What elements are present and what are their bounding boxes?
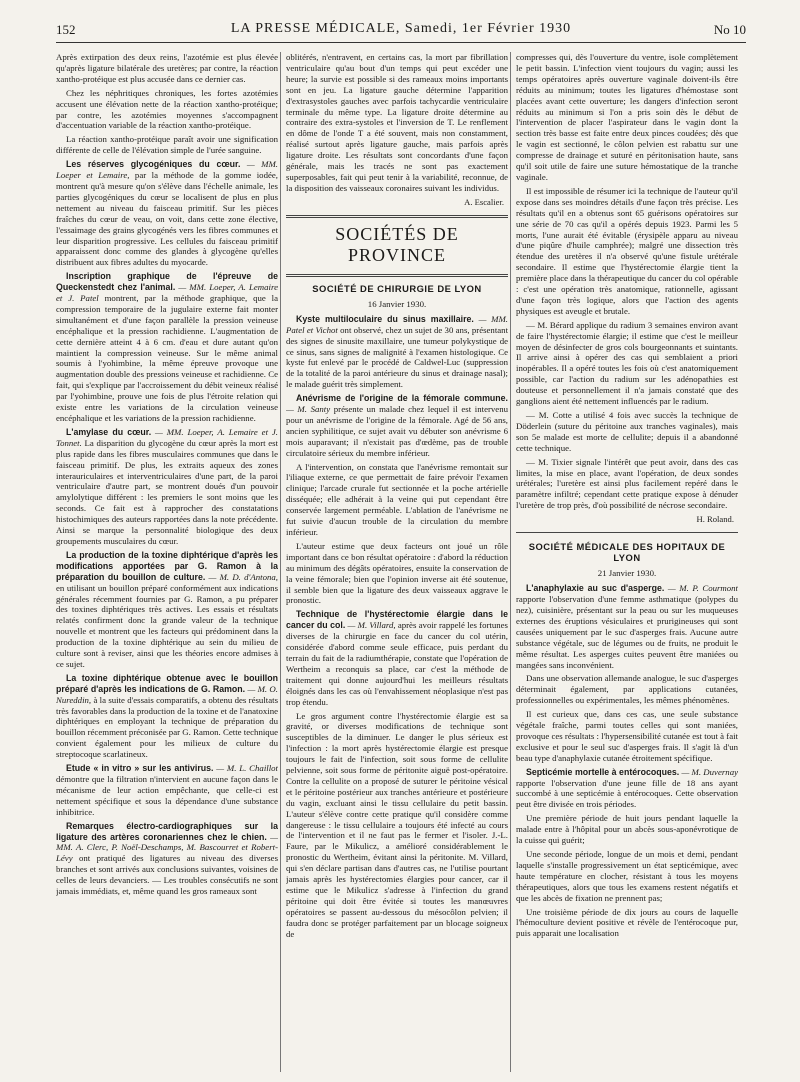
article-authors: — MM. Loeper et Lemaire,	[56, 159, 278, 181]
article	[516, 583, 738, 670]
article-text: ont pratiqué des ligatures au niveau des diverses branches et sont arrivés aux conclusions suivantes, voisines de celles de leurs devanciers. — Les troubles consécutifs ne sont jamais immédiats, et, même quand les gros rameaux sont	[56, 853, 278, 897]
article-authors: — MM. A. Clerc, P. Noël-Deschamps, M. Bascourret et Robert-Lévy	[56, 831, 278, 864]
article-heading: Inscription graphique de l'épreuve de Queckenstedt chez l'animal.	[56, 271, 278, 293]
paragraph: Chez les néphritiques chroniques, les fortes azotémies accusent une élévation nette de la réaction xantho-protéique; par contre, les azotémies moyennes s'accompagnent d'accentuation variable de la réaction xantho-protéique.	[56, 87, 278, 131]
signature: A. Escalier.	[464, 196, 504, 207]
paragraph: Une première période de huit jours pendant laquelle la malade entre à l'hôpital pour un abcès sous-aponévrotique de la cuisse qui guérit;	[516, 813, 738, 846]
article	[56, 821, 278, 897]
article-heading: Les réserves glycogéniques du cœur.	[66, 159, 241, 170]
journal-title: LA PRESSE MÉDICALE, Samedi, 1er Février 1930	[230, 21, 572, 36]
column-left	[56, 52, 278, 1077]
article	[56, 673, 278, 760]
paragraph: Dans une observation allemande analogue, le suc d'asperges déterminait également, par applications cutanées, professionnelles ou expérimentales, les mêmes phénomènes.	[516, 673, 738, 706]
column-middle	[286, 52, 508, 1077]
article-text: démontre que la filtration n'intervient en aucune façon dans le mécanisme de leur action empêchante, que celle-ci est nettement spécifique et sous la dépendance d'une substance inhibitrice.	[56, 774, 278, 817]
paragraph: Une troisième période de dix jours au cours de laquelle l'hémoculture devient positive et révèle de l'entérocoque pur, puis apparait une localisation	[516, 906, 738, 939]
article-text: après avoir rappelé les fortunes diverses de la chirurgie en face du cancer du col utérin, considérée d'abord comme seule efficace, puis perdant du terrain du fait de la radiumthérapie, constate que l'opération de Wertheim a reconquis sa place, car c'est la méthode de traitement qui donne aujourd'hui les meilleurs résultats éloignés dans les cas où l'envahissement néoplasique n'est pas trop étendu.	[286, 620, 508, 707]
article-text: par la méthode de la gomme iodée, montrent qu'à mesure qu'on s'élève dans l'échelle animale, les parties glycogéniques du cœur se localisent de plus en plus nettement au niveau du faisceau primitif. Sur les pièces fraîches du cœur de veau, on voit, dans cette zone élective, l'essaimage des grains glycogénés vers les fibres communes et leur disparition progressive. Les cellules du faisceau primitif apparaissent donc comme des glandes à glycogène qu'elles distribuent aux fibres adultes du myocarde.	[56, 170, 278, 268]
article	[286, 609, 508, 707]
article-authors: — M. D. d'Antona,	[208, 571, 278, 582]
article-text: rapporte l'observation d'une femme asthmatique (polypes du nez), cuisinière, présentant sur la peau ou sur les muqueuses externes des éruptions vésiculaires et prurigineuses qui sont causées uniquement par le suc d'asperges frais. Aucune autre substance végétale, suc de légumes ou de fruits, ne produit le même résultat. Les asperges cuites peuvent être maniées ou mangées sans inconvénient.	[516, 594, 738, 670]
session-date: 21 Janvier 1930.	[597, 568, 657, 579]
paragraph: A l'intervention, on constata que l'anévrisme remontait sur l'iliaque externe, ce que permettait de faire prévoir l'examen clinique; l'arcade crurale fut sectionnée et la poche artérielle disséquée; elle adhérait à la veine qui put cependant être conservée largement perméable. L'ablation de l'anévrisme ne fut suivie d'aucun trouble de la circulation du membre inférieur.	[286, 461, 508, 537]
article-heading: L'anaphylaxie au suc d'asperge.	[526, 583, 665, 594]
article-authors: — M. L. Chaillot	[216, 763, 278, 774]
column-right	[516, 52, 738, 1077]
issue-number: No 10	[713, 22, 746, 37]
article-text: en utilisant un bouillon préparé conformément aux indications générales récemment fournies par G. Ramon, a pu préparer des toxines diphtériques très actives. Les essais et résultats relatés confirment donc la grande valeur de la technique nouvelle et montrent que les facteurs qui prédominent dans la production de la toxine diphtérique au sein du milieu de culture sont à reviser, ainsi que les théories encore admises à ce sujet.	[56, 582, 278, 669]
article	[286, 314, 508, 390]
article-heading: L'amylase du cœur.	[66, 426, 152, 437]
article	[56, 159, 278, 268]
article-authors: — MM. Loeper, A. Lemaire et J. Tonnet.	[56, 426, 278, 448]
article-heading: Septicémie mortelle à entérocoques.	[526, 766, 680, 777]
session-date: 16 Janvier 1930.	[367, 298, 427, 309]
article-authors: — M. O. Nureddin,	[56, 683, 278, 705]
article	[56, 271, 278, 424]
paragraph: compresses qui, dès l'ouverture du ventre, isole complètement le petit bassin. L'infection vient toujours du vagin; aussi les temps opératoires après ouverture vaginale doivent-ils être réduits au minimum; toutes les ligatures d'hémostase sont placées avant cette ouverture; les dangers d'infection seront réduits au minimum si l'on a pris soin dès le début de l'intervention de placer l'aspirateur dans le vagin dont la section très basse est faite entre deux pinces coudées; dès que le vagin est sectionné, le côlon pelvien est rabattu sur une compresse de drainage et suturé en péritonisation haute, sans qu'il soit utile de faire une suture hémostatique de la tranche vaginale.	[516, 52, 738, 182]
article-heading: Etude « in vitro » sur les antivirus.	[66, 763, 214, 774]
signature: H. Roland.	[696, 514, 734, 525]
paragraph: oblitérés, n'entravent, en certains cas, la mort par fibrillation ventriculaire qu'au bout d'un temps qui peut excéder une heure; la survie est possible si des rameaux moins importants sont en jeu. La ligature gauche détermine l'apparition d'extrasystoles gauches avec parfois tachycardie ventriculaire terminale du même type. La ligature droite détermine au contraire des extra-systoles et l'inversion de T. Le renflement en dôme de l'onde T a été souvent, mais non constamment, réalisé surtout après ligature gauche, mais parfois après ligature droite. Les résultats sont concordants d'une façon générale, mais les tracés ne sont pas exactement superposables, fait qui peut tenir à la variabilité, reconnue, de la disposition des vaisseaux coronaires suivant les individus.	[286, 52, 508, 193]
article-text: rapporte l'observation d'une jeune fille de 18 ans ayant succombé à une septicémie à entérocoques. Cette observation peut être divisée en trois périodes.	[516, 777, 738, 810]
paragraph: Une seconde période, longue de un mois et demi, pendant laquelle s'installe progressivement un état septicémique, avec haute température en clocher, résistant à tous les moyens thérapeutiques, alors que tous les examens restent négatifs et que les abcès de fixation ne prennent pas;	[516, 849, 738, 903]
article-text: La disparition du glycogène du cœur après la mort est plus rapide dans les fibres musculaires communes que dans le faisceau primitif. De plus, les extraits aqueux des zones interauriculaires et interventriculaires d'une part, de la paroi ventriculaire d'autre part, se montrent doués d'un pouvoir amylolytique différent : les premiers le sont moins que les seconds. Ce fait est à rapprocher des constatations histochimiques des auteurs rapportées dans la note précédente. Ainsi se marque la personnalité biologique des deux groupements musculaires du cœur.	[56, 437, 278, 546]
section-divider	[286, 274, 508, 277]
article-authors: — M. Duvernay	[681, 766, 738, 777]
article-heading: Technique de l'hystérectomie élargie dans le cancer du col.	[286, 609, 508, 631]
paragraph: — M. Tixier signale l'intérêt que peut avoir, dans des cas limites, la mise en place, avant l'opération, de deux sondes urétérales; l'uretère est ainsi plus facilement repéré dans le paramètre infiltré; cependant cette pratique expose à dénuder l'uretère de trop près, d'où possibilité de nécrose secondaire.	[516, 456, 738, 511]
paragraph: — M. Cotte a utilisé 4 fois avec succès la technique de Döderlein (suture du péritoine aux tranches vaginales), mais son 5e malade est morte de cellulite; depuis il a abandonné cette technique.	[516, 410, 738, 453]
paragraph: Le gros argument contre l'hystérectomie élargie est sa gravité, or diverses modifications de technique sont susceptibles de la diminuer. Le danger le plus sérieux est l'infection : la mort après hystérectomie élargie est presque toujours le fait de l'infection, soit sous forme de cellulite pelvienne, soit sous forme de péritonite aiguë post-opératoire. Contre la cellulite on a proposé de suturer le péritoine vésical et le péritoine postérieur aux tranches antérieure et postérieure du vagin, excluant ainsi le tissu cellulaire du petit bassin. L'auteur s'élève contre cette pratique qu'il considère comme dangereuse : le tissu cellulaire a toujours été infecté au cours de l'intervention et il ne faut pas le fermer et l'isoler. J.-L. Faure, par le Mikulicz, a amélioré considérablement le pronostic du Wertheim, évitant ainsi la péritonite. M. Villard, qui s'en déclare partisan dans d'autres cas, ne l'utilise pourtant jamais après les hystérectomies élargies pour cancer, car il estime que le Mikulicz s'adresse à l'infection du grand péritoine qui doit être évitée si toutes les manœuvres opératoires se passent au-dessous du mésocôlon pelvien; il faudra donc se protéger parfaitement par un blocage soigneux de	[286, 710, 508, 939]
article	[286, 393, 508, 458]
section-title: SOCIÉTÉS DE PROVINCE	[335, 223, 459, 265]
article-text: ont observé, chez un sujet de 30 ans, présentant des signes de sinusite maxillaire, une tumeur polykystique de ce sinus, sans signes de malignité à l'examen histologique. Ce kyste fut enlevé par le procédé de Caldwel-Luc (suppression de la totalité de la paroi antérieure du sinus et drainage nasal); le malade guérit très simplement.	[286, 324, 508, 390]
article-heading: Remarques électro-cardiographiques sur la ligature des artères coronariennes chez le chien.	[56, 820, 278, 842]
article-text: montrent, par la méthode graphique, que la compression temporaire de la jugulaire externe fait monter simultanément et d'une façon parallèle la pression veineuse encéphalique et la pression rachidienne. L'augmentation de cette dernière atteint 4 à 6 cm. d'eau et dure autant qu'on maintient la compression veineuse. Sur le même animal soumis à l'yohimbine, la même épreuve provoque une augmentation double des pressions veineuse et rachidienne. Ce fait, qui s'explique par l'accroissement du débit veineux réalisé par l'yohimbine, prouve une fois de plus l'étroite relation qui existe entre les variations de la circulation veineuse encéphalique et les variations de la pression rachidienne.	[56, 293, 278, 423]
article-authors: — M. P. Courmont	[667, 583, 738, 594]
society-title: SOCIÉTÉ DE CHIRURGIE DE LYON	[312, 282, 482, 294]
paragraph: Il est impossible de résumer ici la technique de l'auteur qu'il expose dans ses moindres détails d'une façon très précise. Les résultats qu'il en a obtenus sont 65 guérisons opératoires sur une série de 70 cas qu'il a opérés depuis 1923. Parmi les 5 morts, l'une aurait été évitable (érysipèle apparu au niveau d'une piqûre d'huile camphrée); malgré une dissection très étendue des uretères il n'a observé qu'une fistule urétérale secondaire. Il estime que l'hystérectomie élargie tient la première place dans la thérapeutique du cancer du col opérable : c'est une opération très anatomique, rationnelle, agissant d'une façon très logique, alors que l'action des agents physiques est aveugle et brutale.	[516, 185, 738, 316]
article-authors: — M. Santy	[286, 404, 331, 415]
paragraph: — M. Bérard applique du radium 3 semaines environ avant de faire l'hystérectomie élargie; il estime que c'est le meilleur moyen de désinfecter de gros cols bourgeonnants et suintants. Il arrive ainsi à opérer des cas qui semblaient a priori inopérables. Il a opéré toutes les fois où c'est anatomiquement possible, car l'action du radium sur les adénopathies est douteuse et personnellement il n'a jamais constaté que des ganglions aient été nettement influencés par le radium.	[516, 319, 738, 407]
article	[516, 767, 738, 811]
article	[56, 763, 278, 818]
page-header	[56, 20, 746, 43]
paragraph: La réaction xantho-protéique paraît avoir une signification différente de celle de l'élévation simple de l'urée sanguine.	[56, 134, 278, 156]
article	[56, 427, 278, 547]
article-authors: — M. Villard,	[347, 620, 396, 631]
article-authors: — MM. Loeper, A. Lemaire et J. Patel	[56, 282, 278, 304]
article-text: présente un malade chez lequel il est intervenu pour un anévrisme de l'origine de la fémorale. Agé de 56 ans, ancien syphilitique, ce sujet avait vu débuter son anévrisme 6 mois auparavant; il n'existait pas d'œdème, pas de trouble circulatoire sérieux du membre inférieur.	[286, 404, 508, 458]
section-divider	[286, 215, 508, 218]
article-heading: La production de la toxine diphtérique d'après les modifications apportées par G. Ramon à la préparation du bouillon de culture.	[56, 549, 278, 582]
paragraph: L'auteur estime que deux facteurs ont joué un rôle important dans ce bon résultat opératoire : d'abord la réduction au minimum des dégâts opératoires, ensuite la conservation de la veine fémorale; bien que l'opinion inverse ait été soutenue, il semble bien que la ligature des deux vaisseaux aggrave le pronostic.	[286, 540, 508, 606]
paragraph: Il est curieux que, dans ces cas, une seule substance végétale fraîche, parmi toutes celles qui sont maniées, provoque ces résultats : l'hypersensibilité cutanée est tout à fait exclusive et pour le seul suc d'asperges frais. Il s'agit là d'un beau type d'anaphylaxie cutanée étroitement spécifique.	[516, 709, 738, 763]
column-rule	[510, 52, 511, 1072]
article-text: à la suite d'essais comparatifs, a obtenu des résultats très favorables dans la production de la toxine et de l'anatoxine diphtériques en employant la technique de préparation du bouillon récemment préconisée par G. Ramon. Cette technique convient également pour les milieux de culture du streptocoque scarlatineux.	[56, 694, 278, 760]
article-heading: La toxine diphtérique obtenue avec le bouillon préparé d'après les indications de G. Ramon.	[56, 672, 278, 694]
section-divider	[516, 532, 738, 533]
paragraph: Après extirpation des deux reins, l'azotémie est plus élevée qu'après ligature bilatérale des uretères; par contre, la réaction xantho-protéique est plus accusée dans ce dernier cas.	[56, 52, 278, 84]
article	[56, 550, 278, 670]
article-authors: — MM. Patel et Vichot	[286, 313, 508, 335]
article-heading: Anévrisme de l'origine de la fémorale commune.	[296, 393, 508, 404]
column-rule	[280, 52, 281, 1072]
article-heading: Kyste multiloculaire du sinus maxillaire.	[296, 313, 474, 324]
society-title: SOCIÉTÉ MÉDICALE DES HOPITAUX DE LYON	[528, 541, 726, 564]
page-number: 152	[56, 22, 76, 37]
